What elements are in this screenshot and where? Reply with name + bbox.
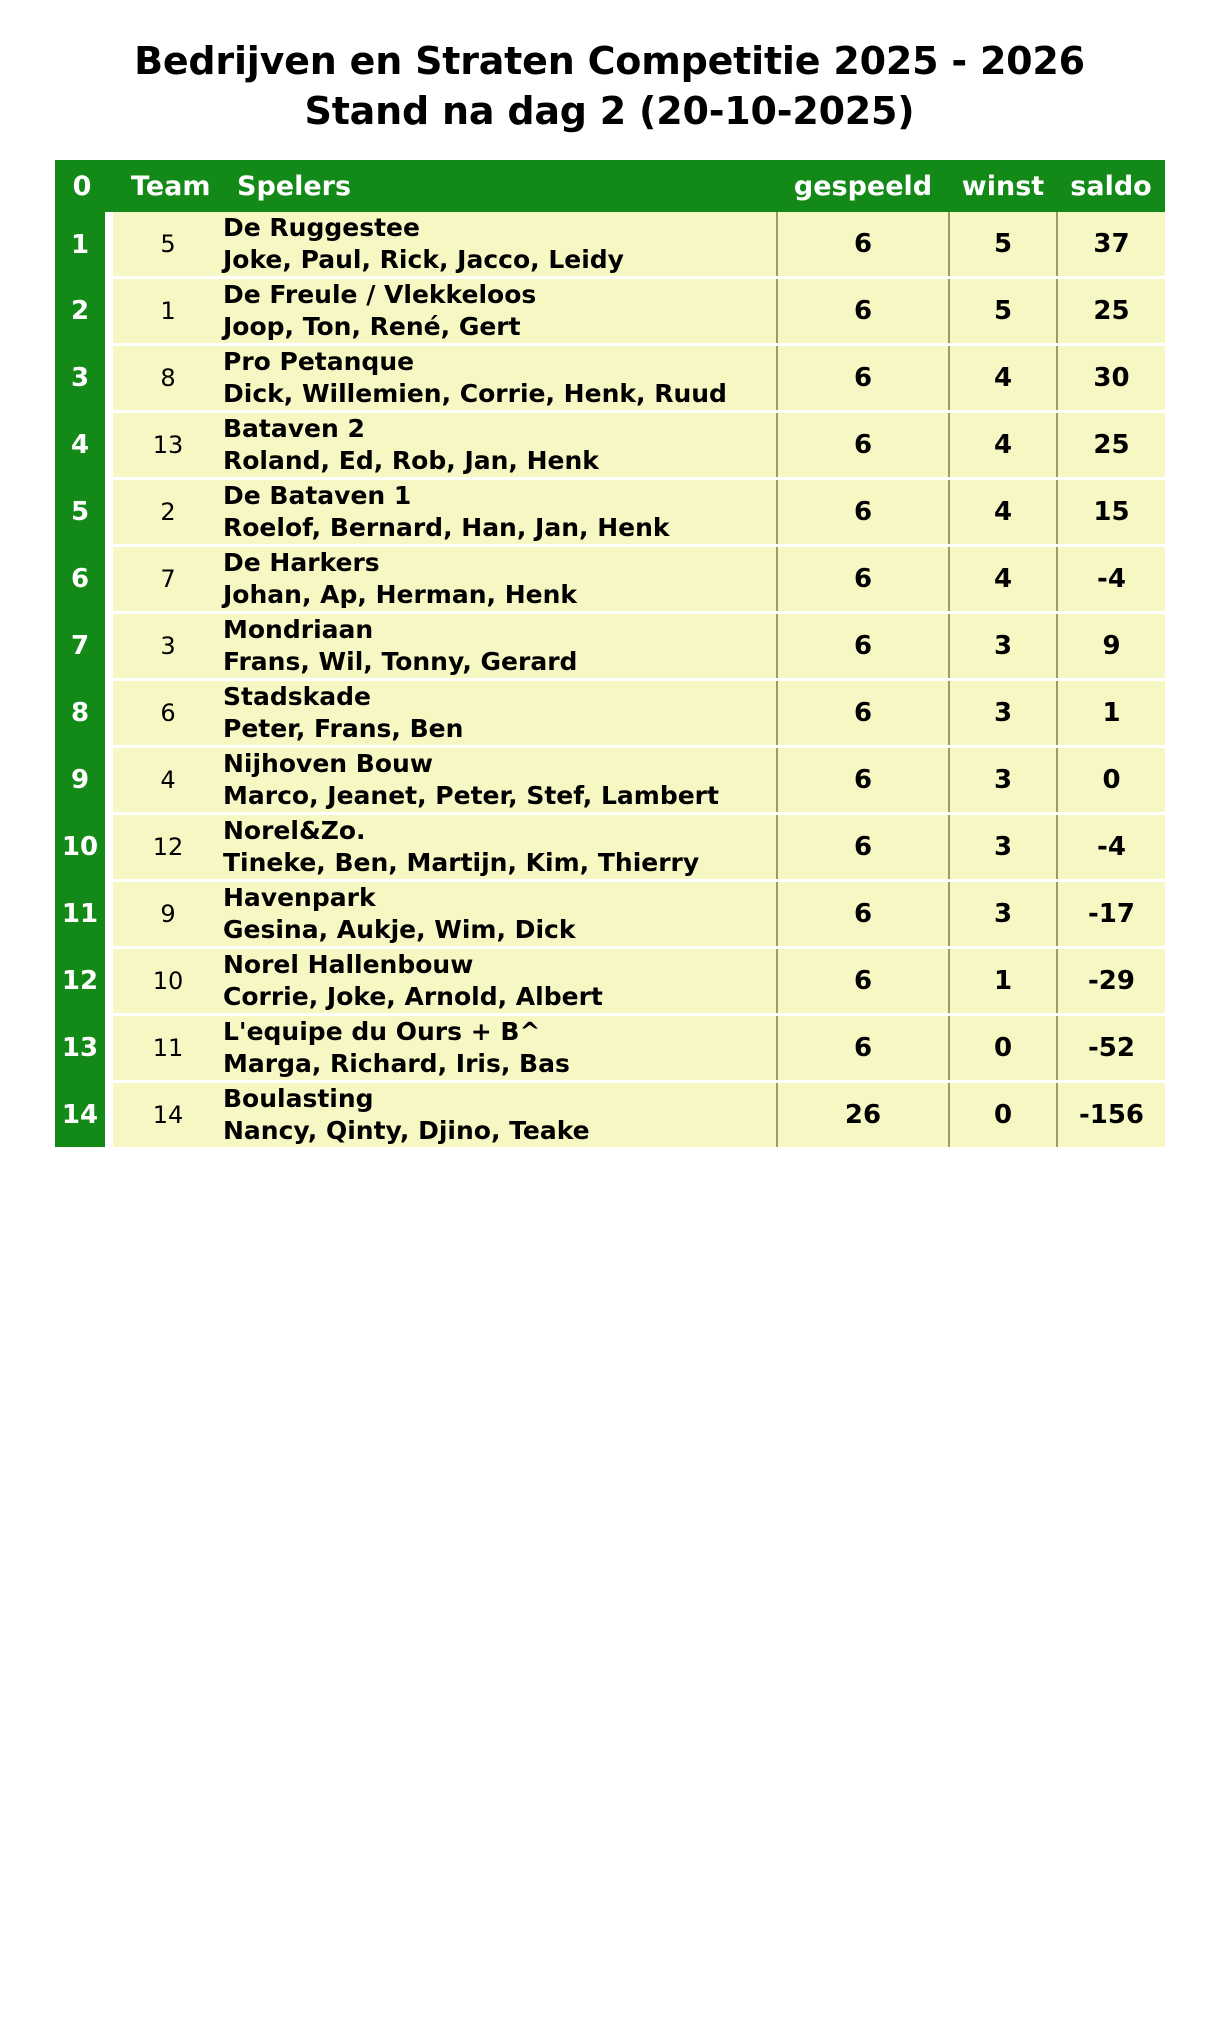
team-players: Johan, Ap, Herman, Henk xyxy=(223,580,578,610)
cell-gespeeld: 6 xyxy=(777,345,949,412)
cell-saldo: -4 xyxy=(1057,814,1165,881)
team-players: Roelof, Bernard, Han, Jan, Henk xyxy=(223,513,670,543)
table-row xyxy=(55,546,1165,613)
cell-rank: 14 xyxy=(55,1082,109,1148)
team-name: Boulasting xyxy=(223,1084,374,1114)
cell-team-number: 8 xyxy=(109,345,223,412)
table-row xyxy=(55,212,1165,278)
column-header-team: Team xyxy=(109,160,223,212)
cell-rank: 7 xyxy=(55,613,109,680)
cell-team-number: 5 xyxy=(109,212,223,278)
standings-table xyxy=(55,160,1165,1147)
table-row xyxy=(55,412,1165,479)
cell-gespeeld: 6 xyxy=(777,881,949,948)
cell-team-number: 7 xyxy=(109,546,223,613)
team-players: Roland, Ed, Rob, Jan, Henk xyxy=(223,446,599,476)
team-players: Marco, Jeanet, Peter, Stef, Lambert xyxy=(223,781,719,811)
cell-saldo: 37 xyxy=(1057,212,1165,278)
table-row xyxy=(55,278,1165,345)
cell-team-number: 12 xyxy=(109,814,223,881)
team-players: Joop, Ton, René, Gert xyxy=(223,312,521,342)
cell-spelers xyxy=(223,479,777,546)
cell-winst: 0 xyxy=(949,1015,1057,1082)
column-header-rank: 0 xyxy=(55,160,109,212)
table-row xyxy=(55,747,1165,814)
team-players: Nancy, Qinty, Djino, Teake xyxy=(223,1116,590,1146)
cell-gespeeld: 26 xyxy=(777,1082,949,1148)
cell-saldo: -17 xyxy=(1057,881,1165,948)
cell-team-number: 11 xyxy=(109,1015,223,1082)
team-name: De Ruggestee xyxy=(223,213,420,243)
cell-winst: 3 xyxy=(949,747,1057,814)
cell-winst: 4 xyxy=(949,345,1057,412)
cell-rank: 11 xyxy=(55,881,109,948)
table-row xyxy=(55,613,1165,680)
cell-spelers xyxy=(223,680,777,747)
cell-gespeeld: 6 xyxy=(777,278,949,345)
cell-saldo: -4 xyxy=(1057,546,1165,613)
team-players: Joke, Paul, Rick, Jacco, Leidy xyxy=(223,245,624,275)
cell-saldo: 25 xyxy=(1057,278,1165,345)
cell-winst: 3 xyxy=(949,814,1057,881)
cell-rank: 13 xyxy=(55,1015,109,1082)
team-players: Frans, Wil, Tonny, Gerard xyxy=(223,647,578,677)
cell-gespeeld: 6 xyxy=(777,412,949,479)
cell-winst: 3 xyxy=(949,680,1057,747)
team-players: Peter, Frans, Ben xyxy=(223,714,464,744)
standings-table-container xyxy=(55,160,1165,1147)
team-name: Norel Hallenbouw xyxy=(223,950,474,980)
cell-spelers xyxy=(223,546,777,613)
team-name: Mondriaan xyxy=(223,615,374,645)
cell-winst: 3 xyxy=(949,613,1057,680)
table-row xyxy=(55,1015,1165,1082)
team-name: Nijhoven Bouw xyxy=(223,749,433,779)
title-line-2: Stand na dag 2 (20-10-2025) xyxy=(304,89,915,134)
team-players: Tineke, Ben, Martijn, Kim, Thierry xyxy=(223,848,700,878)
cell-spelers xyxy=(223,814,777,881)
table-row xyxy=(55,1082,1165,1148)
cell-gespeeld: 6 xyxy=(777,613,949,680)
team-name: Havenpark xyxy=(223,883,376,913)
cell-team-number: 3 xyxy=(109,613,223,680)
column-header-saldo: saldo xyxy=(1057,160,1165,212)
cell-team-number: 9 xyxy=(109,881,223,948)
cell-gespeeld: 6 xyxy=(777,747,949,814)
table-header-row xyxy=(55,160,1165,212)
cell-rank: 10 xyxy=(55,814,109,881)
cell-spelers xyxy=(223,1015,777,1082)
cell-rank: 5 xyxy=(55,479,109,546)
cell-spelers xyxy=(223,747,777,814)
cell-team-number: 4 xyxy=(109,747,223,814)
cell-rank: 3 xyxy=(55,345,109,412)
table-row xyxy=(55,345,1165,412)
table-row xyxy=(55,479,1165,546)
cell-rank: 1 xyxy=(55,212,109,278)
column-header-gespeeld: gespeeld xyxy=(777,160,949,212)
cell-rank: 9 xyxy=(55,747,109,814)
cell-gespeeld: 6 xyxy=(777,546,949,613)
cell-saldo: 25 xyxy=(1057,412,1165,479)
cell-saldo: -52 xyxy=(1057,1015,1165,1082)
table-row xyxy=(55,814,1165,881)
column-header-spelers: Spelers xyxy=(223,160,777,212)
cell-rank: 12 xyxy=(55,948,109,1015)
title-line-1: Bedrijven en Straten Competitie 2025 - 2026 xyxy=(134,39,1085,83)
team-players: Gesina, Aukje, Wim, Dick xyxy=(223,915,576,945)
team-name: Bataven 2 xyxy=(223,414,365,444)
cell-rank: 6 xyxy=(55,546,109,613)
team-players: Marga, Richard, Iris, Bas xyxy=(223,1049,570,1079)
cell-winst: 1 xyxy=(949,948,1057,1015)
page-title xyxy=(0,0,1219,136)
cell-spelers xyxy=(223,948,777,1015)
cell-gespeeld: 6 xyxy=(777,479,949,546)
cell-saldo: -156 xyxy=(1057,1082,1165,1148)
team-players: Corrie, Joke, Arnold, Albert xyxy=(223,982,603,1012)
cell-spelers xyxy=(223,345,777,412)
cell-saldo: 9 xyxy=(1057,613,1165,680)
cell-rank: 4 xyxy=(55,412,109,479)
cell-team-number: 10 xyxy=(109,948,223,1015)
table-row xyxy=(55,948,1165,1015)
cell-team-number: 14 xyxy=(109,1082,223,1148)
team-players: Dick, Willemien, Corrie, Henk, Ruud xyxy=(223,379,727,409)
column-header-winst: winst xyxy=(949,160,1057,212)
cell-team-number: 13 xyxy=(109,412,223,479)
cell-winst: 4 xyxy=(949,546,1057,613)
team-name: De Harkers xyxy=(223,548,380,578)
team-name: Norel&Zo. xyxy=(223,816,366,846)
cell-spelers xyxy=(223,613,777,680)
cell-spelers xyxy=(223,412,777,479)
team-name: Stadskade xyxy=(223,682,371,712)
cell-rank: 2 xyxy=(55,278,109,345)
cell-spelers xyxy=(223,881,777,948)
cell-winst: 3 xyxy=(949,881,1057,948)
cell-team-number: 1 xyxy=(109,278,223,345)
cell-spelers xyxy=(223,212,777,278)
table-row xyxy=(55,881,1165,948)
table-row xyxy=(55,680,1165,747)
cell-winst: 4 xyxy=(949,479,1057,546)
team-name: De Bataven 1 xyxy=(223,481,412,511)
cell-winst: 0 xyxy=(949,1082,1057,1148)
cell-gespeeld: 6 xyxy=(777,948,949,1015)
cell-spelers xyxy=(223,278,777,345)
cell-rank: 8 xyxy=(55,680,109,747)
cell-spelers xyxy=(223,1082,777,1148)
team-name: Pro Petanque xyxy=(223,347,415,377)
cell-team-number: 2 xyxy=(109,479,223,546)
cell-saldo: -29 xyxy=(1057,948,1165,1015)
cell-saldo: 0 xyxy=(1057,747,1165,814)
cell-winst: 5 xyxy=(949,212,1057,278)
cell-saldo: 1 xyxy=(1057,680,1165,747)
cell-winst: 4 xyxy=(949,412,1057,479)
team-name: De Freule / Vlekkeloos xyxy=(223,280,537,310)
cell-gespeeld: 6 xyxy=(777,814,949,881)
cell-gespeeld: 6 xyxy=(777,1015,949,1082)
cell-saldo: 15 xyxy=(1057,479,1165,546)
table-body xyxy=(55,212,1165,1147)
cell-team-number: 6 xyxy=(109,680,223,747)
cell-gespeeld: 6 xyxy=(777,680,949,747)
cell-saldo: 30 xyxy=(1057,345,1165,412)
team-name: L'equipe du Ours + B^ xyxy=(223,1017,541,1047)
cell-gespeeld: 6 xyxy=(777,212,949,278)
cell-winst: 5 xyxy=(949,278,1057,345)
